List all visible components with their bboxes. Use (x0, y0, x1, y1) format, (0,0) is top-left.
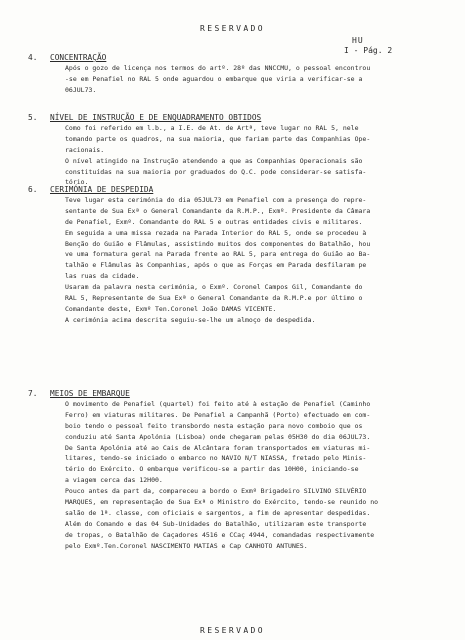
text-line: MARQUES, em representação de Sua Exª o Ministro do Exército, tendo-se reunido no (65, 498, 379, 507)
text-line: racionais. (65, 145, 105, 154)
section-number: 4. (28, 53, 38, 62)
text-line: boio tendo o pessoal feito transbordo nesta estação para novo comboio que os (65, 421, 363, 430)
text-line: Ferro) em viaturas militares. De Penafiel a Campanhã (Porto) efectuado em com- (65, 410, 371, 419)
text-line: salão de 1ª. classe, com oficiais e sargentos, a fim de apresentar despedidas. (65, 508, 371, 517)
section-concentracao (28, 53, 458, 96)
text-line: sentante de Sua Exª o General Comandante da R.M.P., Exmº. Presidente da Câmara (65, 206, 371, 215)
text-line: Teve lugar esta cerimónia do dia 05JUL73 em Penafiel com a presença do repre- (65, 196, 367, 204)
text-line: RAL 5, Representante de Sua Exª o General Comandante da R.M.P.e por último o (65, 294, 363, 303)
text-line: tomando parte os quadros, na sua maioria, que fariam parte das Companhias Ope- (65, 134, 371, 143)
text-line: Pouco antes da part da, compareceu a bordo o Exmº Brigadeiro SILVINO SILVÉRIO (65, 487, 367, 496)
text-line: a viagem cerca das 12H00. (65, 476, 163, 485)
text-line: De Santa Apolónia até ao Cais de Alcântara foram transportados em viaturas mi- (65, 443, 371, 452)
page-number: I - Pág. 2 (344, 46, 393, 55)
classification-header: RESERVADO (200, 24, 265, 33)
text-line: de Penafiel, Exmº. Comandante do RAL 5 e outras entidades civis e militares. (65, 217, 363, 226)
section-body (65, 63, 458, 96)
section-title: CERIMÓNIA DE DESPEDIDA (50, 185, 154, 194)
text-line: conduziu até Santa Apolónia (Lisboa) onde chegaram pelas 05H30 do dia 06JUL73. (65, 432, 371, 441)
section-cerimonia-despedida (28, 185, 458, 326)
text-line: las ruas da cidade. (65, 272, 140, 281)
section-heading (28, 53, 458, 63)
text-line: O movimento de Penafiel (quartel) foi feito até à estação de Penafiel (Caminho (65, 400, 371, 408)
section-heading (28, 389, 458, 399)
section-body (65, 399, 458, 551)
text-line: litares, tendo-se iniciado o embarco no NAVIO N/T NIASSA, fretado pelo Minis- (65, 454, 367, 463)
text-line: 06JUL73. (65, 85, 97, 94)
text-line: Benção do Guião e Flâmulas, assistindo muitos dos componentes do Batalhão, hou (65, 239, 371, 248)
unit-reference: HU (352, 36, 364, 45)
section-heading (28, 113, 458, 123)
section-heading (28, 185, 458, 195)
section-number: 6. (28, 185, 38, 194)
text-line: talhão e Flâmulas às Companhias, após o que as Forças em Parada desfilaram pe (65, 261, 367, 270)
text-line: constituídas na sua maioria por graduados do Q.C. pode considerar-se satisfa- (65, 167, 367, 176)
section-number: 5. (28, 113, 38, 122)
text-line: -se em Penafiel no RAL 5 onde aguardou o embarque que viria a verificar-se a (65, 74, 363, 83)
text-line: A cerimónia acima descrita seguiu-se-lhe um almoço de despedida. (65, 315, 316, 324)
text-line: Como foi referido em l.b., a I.E. de At. de Artª, teve lugar no RAL 5, nele (65, 124, 359, 132)
text-line: Após o gozo de licença nos termos do artº. 28º das NNCCMU, o pessoal encontrou (65, 64, 371, 72)
section-title: CONCENTRAÇÃO (50, 53, 107, 62)
section-body (65, 123, 458, 188)
text-line: pelo Exmº.Ten.Coronel NASCIMENTO MATIAS e Cap CANHOTO ANTUNES. (65, 541, 308, 550)
text-line: Usaram da palavra nesta cerimónia, o Exmº. Coronel Campos Gil, Comandante do (65, 283, 363, 292)
section-body (65, 195, 458, 326)
text-line: Além do Comando e das 04 Sub-Unidades do Batalhão, utilizaram este transporte (65, 519, 367, 528)
section-title: NÍVEL DE INSTRUÇÃO E DE ENQUADRAMENTO OBTIDOS (50, 113, 262, 122)
text-line: de tropas, o Batalhão de Caçadores 4516 e CCaç 4944, comandadas respectivamente (65, 530, 375, 539)
text-line: Comandante deste, Exmº Ten.Coronel João DAMAS VICENTE. (65, 304, 277, 313)
section-number: 7. (28, 389, 38, 398)
section-nivel-instrucao (28, 113, 458, 188)
text-line: ve uma formatura geral na Parada frente ao RAL 5, para entrega do Guião ao Ba- (65, 250, 371, 259)
section-meios-embarque (28, 389, 458, 551)
text-line: Em seguida a uma missa rezada na Parada Interior do RAL 5, onde se procedeu à (65, 228, 367, 237)
text-line: O nível atingido na Instrução atendendo a que as Companhias Operacionais são (65, 156, 363, 165)
text-line: tório. (65, 178, 89, 187)
text-line: tério do Exército. O embarque verificou-se a partir das 10H00, iniciando-se (65, 465, 359, 474)
section-title: MEIOS DE EMBARQUE (50, 389, 130, 398)
classification-footer: RESERVADO (200, 626, 265, 635)
